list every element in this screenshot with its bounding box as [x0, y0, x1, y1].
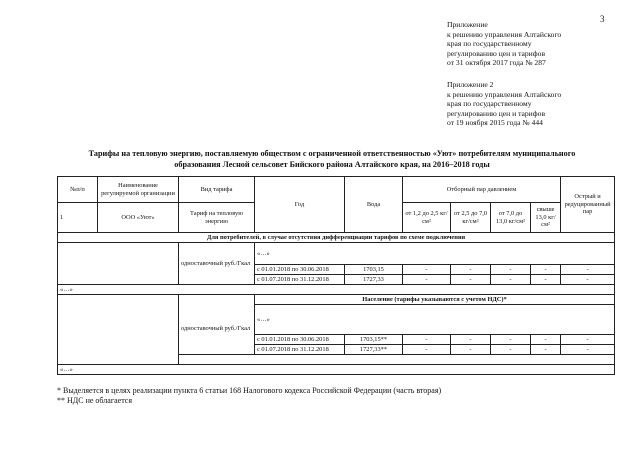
rate-label: одноставочный руб./Гкал: [179, 305, 255, 355]
period-cell: с 01.01.2018 по 30.06.2018: [255, 265, 345, 275]
header-num: №п/п: [58, 177, 98, 203]
dash-cell: -: [491, 335, 531, 345]
dash-cell: -: [561, 335, 615, 345]
annex-line: от 31 октября 2017 года № 287: [447, 58, 546, 68]
section-population: Население (тарифы указываются с учетом НДС)*: [255, 295, 615, 305]
header-type: Вид тарифа: [179, 177, 255, 203]
dash-cell: -: [531, 335, 561, 345]
footnote-vat-exempt: ** НДС не облагается: [57, 396, 133, 405]
dash-cell: -: [561, 275, 615, 285]
blank-cell: [179, 295, 255, 305]
ellipsis: «…»: [58, 365, 615, 375]
water-cell: 1703,15**: [345, 335, 403, 345]
header-sharp-steam: Острый и редуцированный пар: [561, 177, 615, 233]
annex-line: Приложение 2: [447, 80, 494, 89]
header-steam: Отборный пар давлением: [403, 177, 561, 203]
dash-cell: -: [451, 345, 491, 355]
water-cell: 1727,33**: [345, 345, 403, 355]
annex-line: края по государственному: [447, 39, 532, 49]
dash-cell: -: [561, 345, 615, 355]
ellipsis: «…»: [58, 285, 615, 295]
ellipsis: «…»: [255, 243, 615, 265]
water-cell: 1703,15: [345, 265, 403, 275]
blank-cell: [58, 295, 179, 365]
tariff-table: [57, 176, 615, 375]
cell-num: 1: [58, 203, 98, 233]
footnotes: [57, 386, 441, 406]
rate-label: одноставочный руб./Гкал: [179, 243, 255, 285]
header-year: Год: [255, 177, 345, 233]
document-title: [52, 148, 612, 170]
dash-cell: -: [451, 265, 491, 275]
title-line: образования Лесной сельсовет Бийского района Алтайского края, на 2016–2018 годы: [174, 160, 490, 169]
annex-line: регулированию цен и тарифов: [447, 48, 546, 58]
dash-cell: -: [403, 345, 451, 355]
dash-cell: -: [403, 275, 451, 285]
period-cell: с 01.07.2018 по 31.12.2018: [255, 275, 345, 285]
cell-org: ООО «Уют»: [98, 203, 179, 233]
period-cell: с 01.07.2018 по 31.12.2018: [255, 345, 345, 355]
annex-note-1: [447, 20, 632, 68]
dash-cell: -: [531, 265, 561, 275]
dash-cell: -: [531, 275, 561, 285]
dash-cell: -: [491, 275, 531, 285]
dash-cell: -: [491, 265, 531, 275]
header-org: Наименование регулируемой организации: [98, 177, 179, 203]
header-pressure-4: свыше 13,0 кг/см²: [531, 203, 561, 233]
period-cell: с 01.01.2018 по 30.06.2018: [255, 335, 345, 345]
annex-line: Приложение: [447, 20, 488, 29]
dash-cell: -: [403, 335, 451, 345]
water-cell: 1727,33: [345, 275, 403, 285]
annex-note-2: [447, 80, 632, 128]
header-pressure-2: от 2,5 до 7,0 кг/см²: [451, 203, 491, 233]
annex-line: регулированию цен и тарифов: [447, 108, 546, 118]
section-no-differentiation: Для потребителей, в случае отсутствия дифференциации тарифов по схеме подключения: [58, 233, 615, 243]
annex-line: к решению управления Алтайского: [447, 29, 562, 39]
cell-tariff-type: Тариф на тепловую энергию: [179, 203, 255, 233]
header-water: Вода: [345, 177, 403, 233]
title-line: Тарифы на тепловую энергию, поставляемую обществом с ограниченной ответственностью «Уют» потребителям муниципального: [88, 149, 576, 158]
dash-cell: -: [451, 275, 491, 285]
annex-line: к решению управления Алтайского: [447, 89, 562, 99]
blank-cell: [179, 355, 615, 365]
header-pressure-3: от 7,0 до 13,0 кг/см²: [491, 203, 531, 233]
ellipsis: «…»: [255, 305, 615, 335]
footnote-vat-allocation: * Выделяется в целях реализации пункта 6 статьи 168 Налогового кодекса Российской Федерации (часть вторая): [57, 386, 442, 395]
dash-cell: -: [561, 265, 615, 275]
dash-cell: -: [403, 265, 451, 275]
dash-cell: -: [451, 335, 491, 345]
header-pressure-1: от 1,2 до 2,5 кг/см²: [403, 203, 451, 233]
page-number: 3: [600, 14, 605, 24]
annex-line: края по государственному: [447, 99, 532, 109]
dash-cell: -: [531, 345, 561, 355]
dash-cell: -: [491, 345, 531, 355]
annex-line: от 19 ноября 2015 года № 444: [447, 118, 543, 128]
blank-cell: [58, 243, 179, 285]
